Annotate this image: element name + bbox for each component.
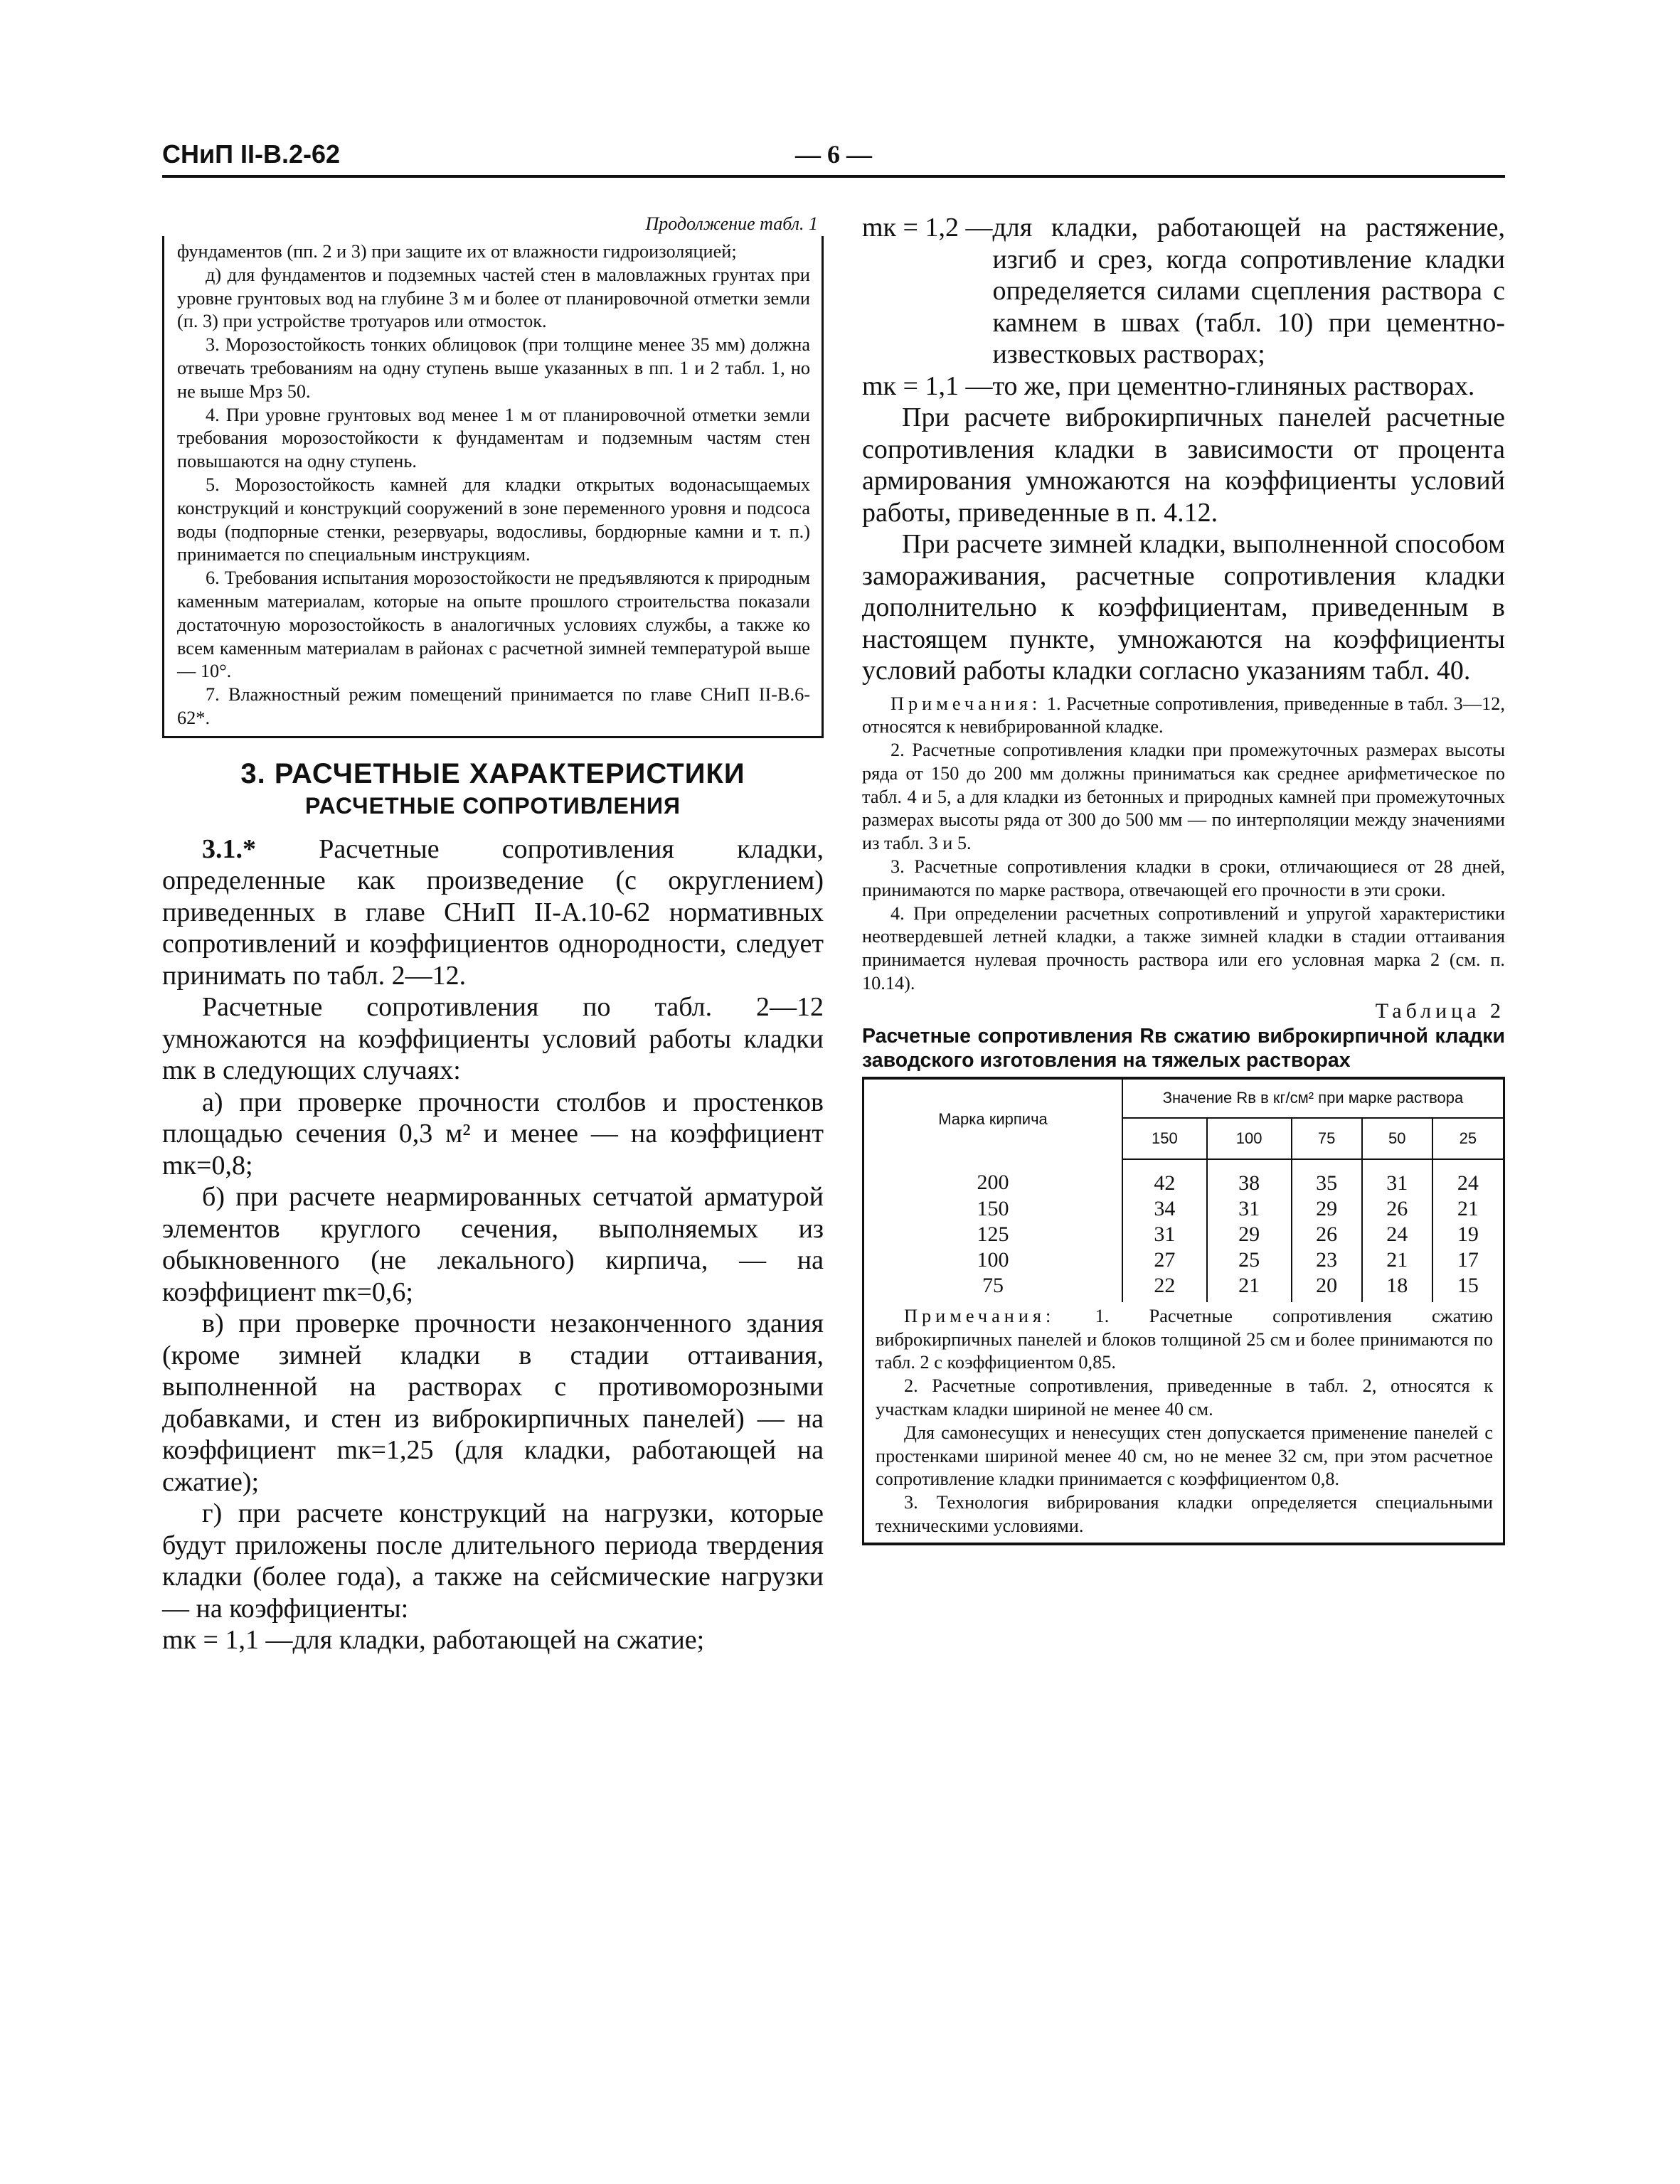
box-paragraph: д) для фундаментов и подземных частей стен в маловлажных грунтах при уровне грунтовых вод на глубине 3 м и более от планировочной отметки земли (п. 3) при устройстве тротуаров или отмосток.: [177, 264, 810, 332]
resistance-value-cell: 21: [1207, 1273, 1292, 1302]
mortar-grade-cell: 25: [1432, 1118, 1504, 1159]
box-paragraph: 4. При уровне грунтовых вод менее 1 м от планировочной отметки земли требования морозостойкости к фундаментам и подземным частям стен повышаются на одну ступень.: [177, 404, 810, 472]
resistance-value-cell: 17: [1432, 1247, 1504, 1273]
table-row: [863, 1222, 1504, 1247]
resistance-value-cell: 24: [1362, 1222, 1432, 1247]
coefficient-formula: mк = 1,1 —: [862, 371, 993, 401]
clause-text: Расчетные сопротивления кладки, определенные как произведение (с округлением) приведенных в главе СНиП II-А.10-62 нормативных сопротивлений и коэффициентов однородности, следует принимать по табл. 2—12.: [162, 833, 824, 991]
resistance-value-cell: 23: [1292, 1247, 1362, 1273]
resistance-value-cell: 35: [1292, 1159, 1362, 1196]
coefficient-description: то же, при цементно-глиняных растворах.: [992, 371, 1475, 401]
coefficient-description: для кладки, работающей на сжатие;: [292, 1625, 705, 1656]
resistance-value-cell: 15: [1432, 1273, 1504, 1302]
coefficient-line: [162, 1624, 824, 1656]
page-header: [162, 139, 1505, 175]
coefficient-formula: mк = 1,2 —: [862, 213, 993, 243]
mortar-grade-cell: 150: [1122, 1118, 1207, 1159]
table-notes-label: Примечания:: [904, 1305, 1056, 1326]
box-paragraph: 7. Влажностный режим помещений принимается по главе СНиП II-В.6-62*.: [177, 684, 810, 728]
resistance-value-cell: 26: [1292, 1222, 1362, 1247]
table-notes: [862, 1302, 1505, 1545]
resistance-value-cell: 19: [1432, 1222, 1504, 1247]
coefficient-description: для кладки, работающей на растяжение, изгиб и срез, когда сопротивление кладки определяется силами сцепления раствора с камнем в швах (табл. 10) при цементно-известковых растворах;: [992, 213, 1505, 369]
brick-grade-cell: 200: [863, 1159, 1123, 1196]
box-paragraph: фундаментов (пп. 2 и 3) при защите их от влажности гидроизоляцией;: [177, 241, 737, 262]
table-note-text: 1. Расчетные сопротивления сжатию виброкирпичных панелей и блоков толщиной 25 см и более принимаются по табл. 2 с коэффициентом 0,85.: [876, 1305, 1493, 1373]
table-caption: Таблица 2: [1375, 998, 1505, 1023]
section-title: 3. РАСЧЕТНЫЕ ХАРАКТЕРИСТИКИ: [240, 757, 745, 789]
table-2: [862, 1077, 1505, 1302]
brick-grade-cell: 100: [863, 1247, 1123, 1273]
resistance-value-cell: 42: [1122, 1159, 1207, 1196]
resistance-value-cell: 38: [1207, 1159, 1292, 1196]
left-column: [162, 212, 824, 1656]
resistance-value-cell: 26: [1362, 1196, 1432, 1222]
page-number: — 6 —: [795, 140, 872, 169]
list-item: б) при расчете неармированных сетчатой арматурой элементов круглого сечения, выполняемых из обыкновенного (не лекального) кирпича, — на коэффициент mк=0,6;: [162, 1182, 824, 1307]
coefficient-line: [862, 371, 1505, 403]
brick-grade-cell: 150: [863, 1196, 1123, 1222]
table-body: [863, 1159, 1504, 1302]
mortar-grade-cell: 50: [1362, 1118, 1432, 1159]
list-item: в) при проверке прочности незаконченного здания (кроме зимней кладки в стадии оттаивания, выполненной на растворах с противоморозными добавками, и стен из виброкирпичных панелей) — на коэффициент mк=1,25 (для кладки, работающей на сжатие);: [162, 1309, 824, 1497]
table-note: [876, 1305, 1493, 1375]
table-note: 2. Расчетные сопротивления, приведенные в табл. 2, относятся к участкам кладки шириной не менее 40 см.: [876, 1375, 1493, 1420]
table1-continuation-box: [162, 236, 824, 738]
resistance-value-cell: 21: [1362, 1247, 1432, 1273]
resistance-value-cell: 18: [1362, 1273, 1432, 1302]
resistance-value-cell: 31: [1207, 1196, 1292, 1222]
paragraph: Расчетные сопротивления по табл. 2—12 умножаются на коэффициенты условий работы кладки mк в следующих случаях:: [162, 992, 824, 1086]
resistance-value-cell: 20: [1292, 1273, 1362, 1302]
box-paragraph: 6. Требования испытания морозостойкости не предъявляются к природным каменным материалам, которые на опыте прошлого строительства показали достаточную морозостойкость в аналогичных условиях службы, а также ко всем каменным материалам в районах с расчетной зимней температурой выше — 10°.: [177, 568, 810, 682]
right-column: [862, 212, 1505, 1545]
mortar-grade-cell: 75: [1292, 1118, 1362, 1159]
resistance-value-cell: 31: [1362, 1159, 1432, 1196]
resistance-value-cell: 31: [1122, 1222, 1207, 1247]
resistance-value-cell: 22: [1122, 1273, 1207, 1302]
brick-grade-header: Марка кирпича: [863, 1078, 1123, 1159]
resistance-value-cell: 24: [1432, 1159, 1504, 1196]
note-paragraph: 3. Расчетные сопротивления кладки в сроки, отличающиеся от 28 дней, принимаются по марке раствора, отвечающей его прочности в эти сроки.: [862, 856, 1505, 900]
brick-grade-cell: 125: [863, 1222, 1123, 1247]
note-paragraph: [862, 693, 1505, 740]
table-note: 3. Технология вибрирования кладки определяется специальными техническими условиями.: [876, 1492, 1493, 1537]
resistance-value-cell: 29: [1207, 1222, 1292, 1247]
header-rule: [162, 175, 1505, 178]
resistance-value-cell: 25: [1207, 1247, 1292, 1273]
notes: [862, 693, 1505, 996]
document-code: СНиП II-В.2-62: [162, 139, 341, 169]
box-paragraph: 5. Морозостойкость камней для кладки открытых водонасыщаемых конструкций и конструкций сооружений в зоне переменного уровня и подсоса воды (подпорные стенки, резервуары, водосливы, бордюрные камни и т. п.) принимается по специальным инструкциям.: [177, 474, 810, 565]
coefficients-continued: [862, 212, 1505, 687]
resistance-value-cell: 29: [1292, 1196, 1362, 1222]
mortar-grade-cell: 100: [1207, 1118, 1292, 1159]
note-text: 1. Расчетные сопротивления, приведенные в табл. 3—12, относятся к невибрированной кладке.: [862, 693, 1505, 737]
resistance-value-cell: 34: [1122, 1196, 1207, 1222]
subsection-title: РАСЧЕТНЫЕ СОПРОТИВЛЕНИЯ: [305, 792, 681, 819]
table-note: Для самонесущих и ненесущих стен допускается применение панелей с простенками шириной менее 40 см, но не менее 32 см, при этом расчетное сопротивление кладки принимается с коэффициентом 0,8.: [876, 1422, 1493, 1490]
box-paragraph: 3. Морозостойкость тонких облицовок (при толщине менее 35 мм) должна отвечать требованиям на одну ступень выше указанных в пп. 1 и 2 табл. 1, но не выше Мрз 50.: [177, 334, 810, 402]
note-paragraph: 4. При определении расчетных сопротивлений и упругой характеристики неотвердевшей летней кладки, а также зимней кладки в стадии оттаивания принимается нулевая прочность раствора или его условная марка 2 (см. п. 10.14).: [862, 902, 1505, 994]
table-row: [863, 1196, 1504, 1222]
table-continuation-caption: Продолжение табл. 1: [645, 213, 818, 234]
note-paragraph: 2. Расчетные сопротивления кладки при промежуточных размерах высоты ряда от 150 до 200 мм должны приниматься как среднее арифметическое по табл. 4 и 5, а для кладки из бетонных и природных камней при промежуточных размерах высоты ряда от 300 до 500 мм — по интерполяции между значениями из табл. 3 и 5.: [862, 740, 1505, 854]
resistance-value-cell: 21: [1432, 1196, 1504, 1222]
resistance-value-cell: 27: [1122, 1247, 1207, 1273]
table-title: Расчетные сопротивления Rв сжатию виброкирпичной кладки заводского изготовления на тяжелых растворах: [862, 1024, 1505, 1072]
clause-number: 3.1.*: [202, 833, 256, 864]
paragraph: При расчете виброкирпичных панелей расчетные сопротивления кладки в зависимости от процента армирования умножаются на коэффициенты условий работы, приведенные в п. 4.12.: [862, 403, 1505, 528]
coefficient-line: [862, 212, 1505, 371]
table-row: [863, 1159, 1504, 1196]
clause-paragraph: [162, 833, 824, 992]
notes-label: Примечания:: [890, 693, 1042, 714]
clause-3-1: [162, 833, 824, 1656]
list-item: г) при расчете конструкций на нагрузки, которые будут приложены после длительного периода твердения кладки (более года), а также на сейсмические нагрузки — на коэффициенты:: [162, 1498, 824, 1624]
mortar-grade-group-header: Значение Rв в кг/см² при марке раствора: [1122, 1078, 1504, 1118]
paragraph: При расчете зимней кладки, выполненной способом замораживания, расчетные сопротивления кладки дополнительно к коэффициентам, приведенным в настоящем пункте, умножаются на коэффициенты условий работы кладки согласно указаниям табл. 40.: [862, 529, 1505, 686]
table-row: [863, 1273, 1504, 1302]
brick-grade-cell: 75: [863, 1273, 1123, 1302]
table-row: [863, 1247, 1504, 1273]
coefficient-formula: mк = 1,1 —: [162, 1625, 293, 1656]
list-item: а) при проверке прочности столбов и простенков площадью сечения 0,3 м² и менее — на коэффициент mк=0,8;: [162, 1087, 824, 1181]
